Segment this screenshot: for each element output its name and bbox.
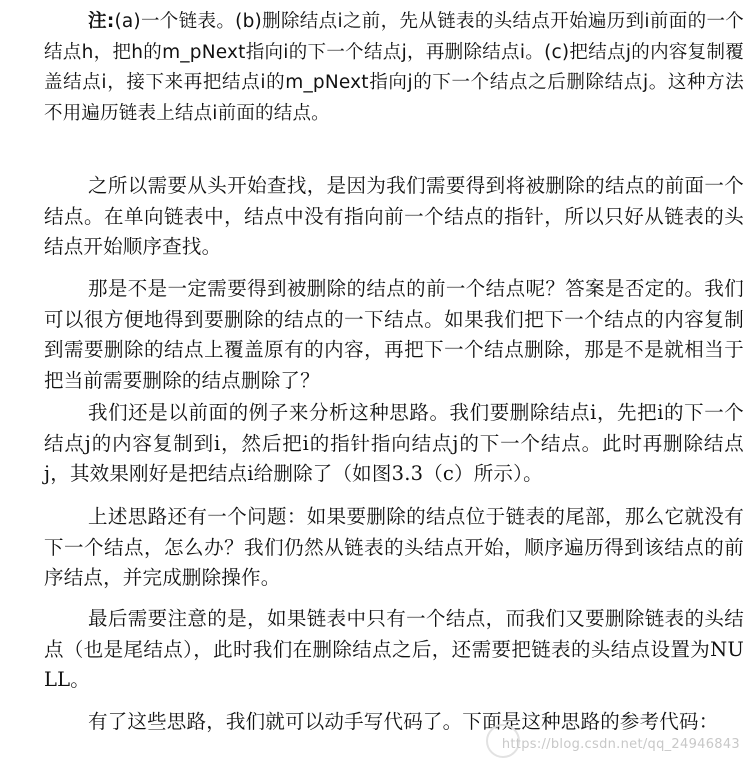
watermark-text: https://blog.csdn.net/qq_24946843 xyxy=(501,737,740,752)
figure-note xyxy=(44,7,744,129)
paragraph: 最后需要注意的是，如果链表中只有一个结点，而我们又要删除链表的头结点（也是尾结点），此时我们在删除结点之后，还需要把链表的头结点设置为NULL。 xyxy=(44,607,744,691)
note-text: (a)一个链表。(b)删除结点i之前，先从链表的头结点开始遍历到i前面的一个结点h，把h的m_pNext指向i的下一个结点j，再删除结点i。(c)把结点j的内容复制覆盖结点i，接下来再把结点i的m_pNext指向j的下一个结点之后删除结点j。这种方法不用遍历链表上结点i前面的结点。 xyxy=(44,11,744,124)
note-label: 注: xyxy=(88,11,115,32)
paragraph: 之所以需要从头开始查找，是因为我们需要得到将被删除的结点的前面一个结点。在单向链表中，结点中没有指向前一个结点的指针，所以只好从链表的头结点开始顺序查找。 xyxy=(44,174,744,258)
paragraph: 有了这些思路，我们就可以动手写代码了。下面是这种思路的参考代码： xyxy=(88,710,719,733)
paragraph: 那是不是一定需要得到被删除的结点的前一个结点呢？答案是否定的。我们可以很方便地得到要删除的结点的一下结点。如果我们把下一个结点的内容复制到需要删除的结点上覆盖原有的内容，再把下一个结点删除，那是不是就相当于把当前需要删除的结点删除了？ xyxy=(44,277,744,392)
paragraph: 上述思路还有一个问题：如果要删除的结点位于链表的尾部，那么它就没有下一个结点，怎么办？我们仍然从链表的头结点开始，顺序遍历得到该结点的前序结点，并完成删除操作。 xyxy=(44,505,744,589)
paragraph: 我们还是以前面的例子来分析这种思路。我们要删除结点i，先把i的下一个结点j的内容复制到i，然后把i的指针指向结点j的下一个结点。此时再删除结点j，其效果刚好是把结点i给删除了（如图3.3（c）所示）。 xyxy=(44,401,744,485)
